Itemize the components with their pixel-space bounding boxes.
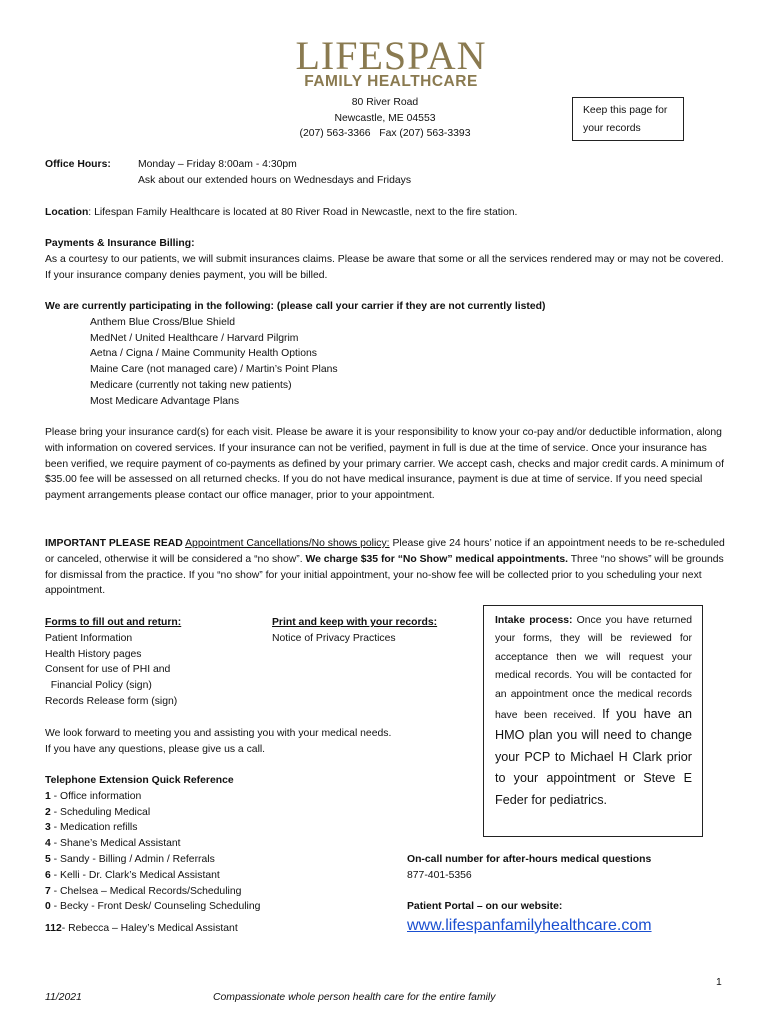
keep-line-1: Keep this page for xyxy=(583,105,668,116)
closing-line-1: We look forward to meeting you and assisting you with your medical needs. xyxy=(45,728,392,739)
important-text-2: Three “no shows” will be grounds for dismissal from the practice. If you “no show” for your initial appointment, your no-show fee will be collected prior to you scheduling your next appointment. xyxy=(45,553,724,597)
logo-name: LIFESPAN xyxy=(295,33,487,78)
extension-item: 0 - Becky - Front Desk/ Counseling Scheduling xyxy=(45,901,261,913)
forms-heading: Forms to fill out and return: xyxy=(45,617,182,628)
extension-item: 2 - Scheduling Medical xyxy=(45,806,151,818)
extension-item: 1 - Office information xyxy=(45,790,142,802)
payments-section xyxy=(45,236,730,283)
intake-process-box xyxy=(483,605,703,837)
oncall-heading: On-call number for after-hours medical questions xyxy=(407,854,652,865)
address-phone-fax: (207) 563-3366 Fax (207) 563-3393 xyxy=(299,128,471,139)
practice-address xyxy=(275,95,495,142)
forms-to-return xyxy=(45,615,265,710)
extensions-heading: Telephone Extension Quick Reference xyxy=(45,775,234,786)
office-hours-line-1: Monday – Friday 8:00am - 4:30pm xyxy=(138,159,297,170)
carrier-item: Anthem Blue Cross/Blue Shield xyxy=(90,316,235,328)
office-hours-label: Office Hours: xyxy=(45,159,111,170)
intake-text: Once you have returned your forms, they will be reviewed for acceptance then we will request your medical records. You will be contacted for an appointment once the medical records have been received. xyxy=(495,615,692,722)
address-street: 80 River Road xyxy=(351,97,419,108)
telephone-extensions xyxy=(45,773,375,937)
extension-item: 6 - Kelli - Dr. Clark’s Medical Assistant xyxy=(45,869,220,881)
extension-item: 112- Rebecca – Haley’s Medical Assistant xyxy=(45,923,238,935)
print-heading: Print and keep with your records: xyxy=(272,617,438,628)
carriers-section xyxy=(45,299,735,410)
form-item: Health History pages xyxy=(45,648,142,660)
oncall-section xyxy=(407,852,737,884)
portal-heading: Patient Portal – on our website: xyxy=(407,901,563,912)
payments-text: As a courtesy to our patients, we will submit insurances claims. Please be aware that some or all the services rendered may or may not be covered. If your insurance company denies payment, you will be billed. xyxy=(45,253,724,281)
form-item: Records Release form (sign) xyxy=(45,695,178,707)
office-hours-line-2: Ask about our extended hours on Wednesdays and Fridays xyxy=(138,174,412,186)
location-text: : Lifespan Family Healthcare is located at 80 River Road in Newcastle, next to the fire station. xyxy=(88,207,518,218)
practice-logo xyxy=(284,33,498,90)
logo-subtitle: FAMILY HEALTHCARE xyxy=(304,73,478,90)
oncall-number: 877-401-5356 xyxy=(407,869,472,881)
carriers-heading: We are currently participating in the following: (please call your carrier if they are not currently listed) xyxy=(45,301,546,312)
no-show-policy-title: Appointment Cancellations/No shows policy: xyxy=(185,538,390,549)
footer-date: 11/2021 xyxy=(45,992,82,1003)
keep-line-2: your records xyxy=(583,123,641,134)
insurance-card-paragraph: Please bring your insurance card(s) for each visit. Please be aware it is your responsibility to know your co-pay and/or deductible information, along with information on covered services. If your insurance can not be verified, payment in full is due at the time of service. Once your insurance has been verified, we require payment of co-payments as defined by your primary carrier. We accept cash, checks and major credit cards. A minimum of $35.00 fee will be assessed on all returned checks. If you do not have medical insurance, payment is due at time of service. If you need special payment arrangements please contact our office manager, prior to your appointment. xyxy=(45,427,724,502)
patient-portal-section xyxy=(407,899,737,937)
carrier-item: Most Medicare Advantage Plans xyxy=(90,395,240,407)
keep-page-notice xyxy=(572,97,684,141)
no-show-charge: We charge $35 for “No Show” medical appointments. xyxy=(305,553,568,565)
extension-item: 5 - Sandy - Billing / Admin / Referrals xyxy=(45,853,215,865)
print-item: Notice of Privacy Practices xyxy=(272,632,396,644)
address-city: Newcastle, ME 04553 xyxy=(334,112,436,124)
closing-line-2: If you have any questions, please give us a call. xyxy=(45,743,266,755)
intake-label: Intake process: xyxy=(495,615,573,626)
carrier-item: Maine Care (not managed care) / Martin’s Point Plans xyxy=(90,364,338,376)
carrier-item: MedNet / United Healthcare / Harvard Pilgrim xyxy=(90,332,299,344)
important-section xyxy=(45,536,730,599)
extension-item: 7 - Chelsea – Medical Records/Scheduling xyxy=(45,885,242,897)
print-and-keep xyxy=(272,615,472,647)
carriers-list xyxy=(45,315,735,410)
location-paragraph xyxy=(45,205,735,221)
page-number: 1 xyxy=(716,977,722,988)
footer-tagline: Compassionate whole person health care for the entire family xyxy=(213,992,496,1003)
form-item: Financial Policy (sign) xyxy=(45,680,152,692)
closing-message xyxy=(45,726,465,758)
important-text-1: Please give 24 hours’ notice if an appointment needs to be re-scheduled or canceled, otherwise it will be considered a “no show”. xyxy=(45,538,725,565)
office-hours-text xyxy=(138,157,411,189)
extension-item: 3 - Medication refills xyxy=(45,822,138,834)
form-item: Patient Information xyxy=(45,632,133,644)
carrier-item: Aetna / Cigna / Maine Community Health Options xyxy=(90,348,317,360)
extension-item: 4 - Shane’s Medical Assistant xyxy=(45,838,181,850)
intake-hmo-text: If you have an HMO plan you will need to change your PCP to Michael H Clark prior to your appointment or Steve E Feder for pediatrics. xyxy=(495,707,692,807)
location-label: Location xyxy=(45,207,89,218)
payments-heading: Payments & Insurance Billing: xyxy=(45,238,195,249)
important-label: IMPORTANT PLEASE READ xyxy=(45,538,183,549)
form-item: Consent for use of PHI and xyxy=(45,664,171,676)
website-link[interactable]: www.lifespanfamilyhealthcare.com xyxy=(407,916,652,934)
carrier-item: Medicare (currently not taking new patients) xyxy=(90,379,292,391)
